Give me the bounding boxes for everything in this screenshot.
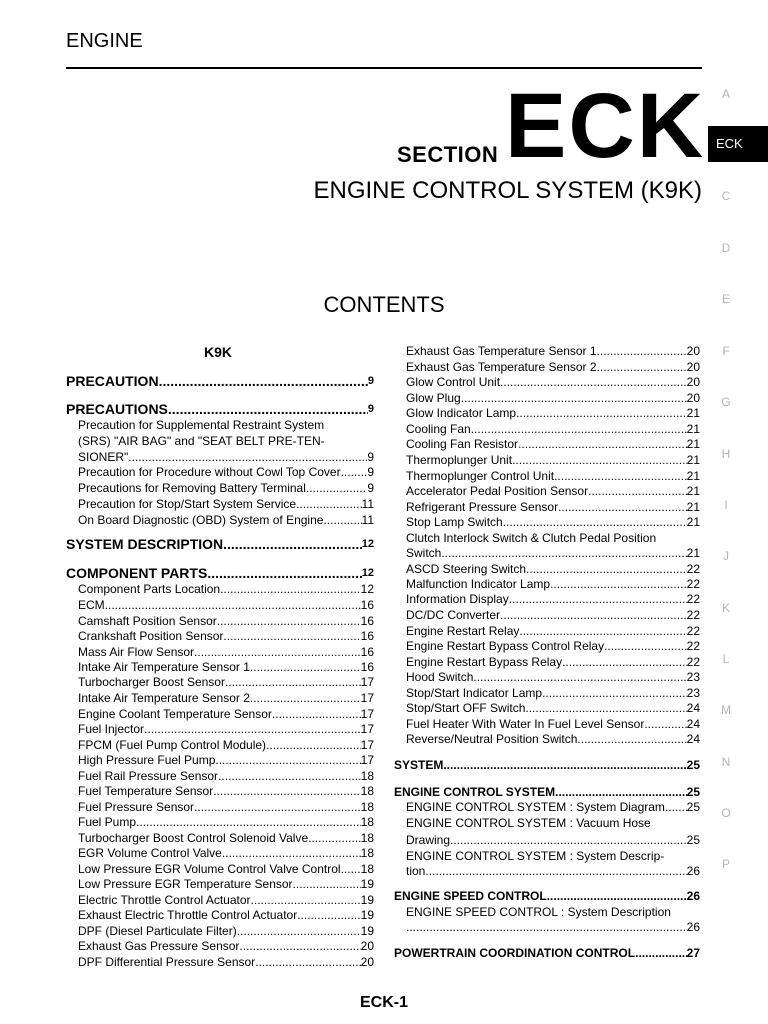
toc-leader-dots bbox=[509, 592, 687, 607]
toc-page-number: 21 bbox=[686, 546, 700, 560]
toc-entry-title: PRECAUTION bbox=[66, 373, 159, 389]
toc-page-number: 21 bbox=[686, 484, 700, 498]
toc-leader-dots bbox=[215, 753, 360, 768]
toc-entry-title: DPF Differential Pressure Sensor bbox=[78, 955, 256, 969]
toc-page-number: 25 bbox=[686, 833, 700, 847]
toc-page-number: 22 bbox=[686, 577, 700, 591]
toc-leader-dots bbox=[519, 624, 686, 639]
toc-entry-title: Fuel Pressure Sensor bbox=[78, 800, 195, 814]
toc-entry-title: SYSTEM DESCRIPTION bbox=[66, 536, 224, 552]
section-tab-a[interactable]: A bbox=[721, 87, 730, 101]
toc-entry-title: SYSTEM bbox=[394, 758, 444, 772]
section-tab-h[interactable]: H bbox=[721, 447, 731, 461]
toc-entry[interactable] bbox=[394, 785, 700, 800]
toc-page-number: 9 bbox=[367, 465, 374, 479]
toc-leader-dots bbox=[223, 537, 362, 552]
toc-leader-dots bbox=[558, 500, 687, 515]
toc-leader-dots bbox=[471, 422, 687, 437]
toc-entry[interactable] bbox=[394, 920, 700, 935]
toc-entry-title: Engine Restart Bypass Control Relay bbox=[406, 639, 605, 653]
section-tab-p[interactable]: P bbox=[721, 857, 730, 871]
toc-entry-title: PRECAUTIONS bbox=[66, 401, 168, 417]
toc-entry[interactable] bbox=[394, 344, 700, 359]
toc-entry-title: Precaution for Procedure without Cowl Top Cover bbox=[78, 465, 341, 479]
toc-entry[interactable] bbox=[394, 833, 700, 848]
toc-entry[interactable] bbox=[66, 582, 374, 597]
toc-entry-title: Thermoplunger Unit bbox=[406, 453, 513, 467]
toc-leader-dots bbox=[237, 924, 361, 939]
toc-entry-title: Low Pressure EGR Temperature Sensor bbox=[78, 877, 293, 891]
toc-entry[interactable] bbox=[66, 450, 374, 465]
section-tab-l[interactable]: L bbox=[722, 652, 730, 666]
toc-page-number: 17 bbox=[360, 753, 374, 767]
toc-page-number: 17 bbox=[360, 691, 374, 705]
toc-leader-dots bbox=[250, 691, 361, 706]
header-rule bbox=[66, 67, 702, 69]
toc-entry-title: Stop/Start Indicator Lamp bbox=[406, 686, 543, 700]
toc-entry-title: Component Parts Location bbox=[78, 582, 221, 596]
toc-entry-title: Engine Restart Bypass Relay bbox=[406, 655, 563, 669]
toc-page-number: 21 bbox=[686, 437, 700, 451]
toc-entry-title: Mass Air Flow Sensor bbox=[78, 645, 195, 659]
toc-entry-title: SIONER" bbox=[78, 450, 129, 464]
toc-page-number: 9 bbox=[367, 375, 374, 387]
toc-page-number: 23 bbox=[686, 670, 700, 684]
toc-leader-dots bbox=[554, 469, 687, 484]
toc-leader-dots bbox=[293, 877, 361, 892]
toc-page-number: 20 bbox=[686, 344, 700, 358]
toc-leader-dots bbox=[220, 582, 361, 597]
toc-leader-dots bbox=[503, 515, 687, 530]
toc-page-number: 16 bbox=[360, 598, 374, 612]
toc-entry-title: Malfunction Indicator Lamp bbox=[406, 577, 551, 591]
toc-page-number: 18 bbox=[360, 800, 374, 814]
toc-entry[interactable] bbox=[66, 800, 374, 815]
toc-entry[interactable] bbox=[394, 758, 700, 773]
toc-page-number: 11 bbox=[361, 513, 374, 527]
section-tab-d[interactable]: D bbox=[721, 241, 731, 255]
toc-page-number: 12 bbox=[361, 567, 374, 579]
toc-page-number: 20 bbox=[360, 939, 374, 953]
toc-entry-title: High Pressure Fuel Pump bbox=[78, 753, 216, 767]
toc-leader-dots bbox=[500, 608, 687, 623]
toc-leader-dots bbox=[644, 717, 686, 732]
toc-entry[interactable] bbox=[66, 537, 374, 552]
toc-entry-title: Intake Air Temperature Sensor 2 bbox=[78, 691, 250, 705]
toc-line: Precaution for Supplemental Restraint System bbox=[78, 418, 325, 432]
toc-entry-title: Glow Control Unit bbox=[406, 375, 501, 389]
toc-page-number: 19 bbox=[360, 924, 374, 938]
toc-leader-dots bbox=[406, 920, 687, 935]
toc-page-number: 22 bbox=[686, 592, 700, 606]
toc-page-number: 16 bbox=[360, 660, 374, 674]
toc-leader-dots bbox=[441, 546, 686, 561]
toc-page-number: 17 bbox=[360, 707, 374, 721]
toc-entry-title: FPCM (Fuel Pump Control Module) bbox=[78, 738, 267, 752]
toc-entry-title: tion bbox=[406, 864, 426, 878]
toc-line: ENGINE CONTROL SYSTEM : System Descrip- bbox=[406, 849, 665, 863]
toc-leader-dots bbox=[525, 701, 686, 716]
toc-page-number: 21 bbox=[686, 469, 700, 483]
toc-entry[interactable] bbox=[394, 453, 700, 468]
toc-entry-title: ECM bbox=[78, 598, 105, 612]
toc-entry-title: EGR Volume Control Valve bbox=[78, 846, 222, 860]
section-code: ECK bbox=[505, 75, 706, 177]
toc-page-number: 26 bbox=[686, 920, 700, 934]
toc-leader-dots bbox=[255, 955, 360, 970]
toc-leader-dots bbox=[450, 833, 687, 848]
toc-page-number: 18 bbox=[360, 769, 374, 783]
toc-entry-title: Stop/Start OFF Switch bbox=[406, 701, 526, 715]
toc-leader-dots bbox=[547, 889, 687, 904]
toc-page-number: 22 bbox=[686, 562, 700, 576]
toc-entry-title: Hood Switch bbox=[406, 670, 474, 684]
toc-leader-dots bbox=[194, 645, 361, 660]
toc-entry-title: Exhaust Gas Temperature Sensor 2 bbox=[406, 360, 597, 374]
toc-page-number: 16 bbox=[360, 629, 374, 643]
toc-page-number: 12 bbox=[361, 538, 374, 550]
toc-entry[interactable] bbox=[66, 769, 374, 784]
toc-leader-dots bbox=[425, 864, 686, 879]
section-tab-e[interactable]: E bbox=[721, 292, 730, 306]
toc-entry-title: Fuel Rail Pressure Sensor bbox=[78, 769, 219, 783]
toc-entry[interactable] bbox=[394, 500, 700, 515]
toc-entry-title: Intake Air Temperature Sensor 1 bbox=[78, 660, 250, 674]
toc-entry[interactable] bbox=[394, 375, 700, 390]
toc-entry[interactable] bbox=[394, 592, 700, 607]
toc-entry-title: Glow Indicator Lamp bbox=[406, 406, 517, 420]
toc-line: (SRS) "AIR BAG" and "SEAT BELT PRE-TEN- bbox=[78, 434, 325, 448]
toc-entry-title: Turbocharger Boost Sensor bbox=[78, 675, 225, 689]
toc-leader-dots bbox=[555, 785, 687, 800]
toc-entry[interactable] bbox=[394, 546, 700, 561]
toc-leader-dots bbox=[588, 484, 687, 499]
toc-page-number: 25 bbox=[686, 785, 700, 799]
toc-entry-title: Drawing bbox=[406, 833, 451, 847]
toc-entry-title: Refrigerant Pressure Sensor bbox=[406, 500, 559, 514]
toc-entry-title: Low Pressure EGR Volume Control Valve Control bbox=[78, 862, 341, 876]
toc-page-number: 20 bbox=[686, 360, 700, 374]
toc-page-number: 26 bbox=[686, 864, 700, 878]
section-tab-m[interactable]: M bbox=[721, 703, 731, 717]
toc-leader-dots bbox=[323, 513, 361, 528]
toc-entry[interactable] bbox=[66, 598, 374, 613]
toc-page-number: 17 bbox=[360, 722, 374, 736]
toc-page-number: 17 bbox=[360, 675, 374, 689]
toc-leader-dots bbox=[562, 655, 687, 670]
toc-entry[interactable] bbox=[66, 513, 374, 528]
toc-entry-title: Engine Restart Relay bbox=[406, 624, 520, 638]
toc-entry[interactable] bbox=[394, 639, 700, 654]
toc-entry[interactable] bbox=[66, 465, 374, 480]
toc-page-number: 23 bbox=[686, 686, 700, 700]
toc-line: ENGINE SPEED CONTROL : System Description bbox=[406, 905, 671, 919]
section-tab-f[interactable]: F bbox=[722, 344, 730, 358]
toc-entry-title: Fuel Injector bbox=[78, 722, 145, 736]
toc-page-number: 9 bbox=[367, 403, 374, 415]
toc-leader-dots bbox=[239, 939, 360, 954]
toc-leader-dots bbox=[518, 437, 687, 452]
toc-leader-dots bbox=[461, 391, 687, 406]
toc-entry[interactable] bbox=[394, 577, 700, 592]
toc-entry[interactable] bbox=[394, 360, 700, 375]
section-tab-eck[interactable]: ECK bbox=[708, 126, 768, 162]
toc-entry-title: COMPONENT PARTS bbox=[66, 565, 208, 581]
toc-line: Clutch Interlock Switch & Clutch Pedal Position bbox=[406, 531, 657, 545]
toc-entry-title: ASCD Steering Switch bbox=[406, 562, 527, 576]
toc-leader-dots bbox=[597, 344, 687, 359]
toc-leader-dots bbox=[308, 831, 361, 846]
toc-page-number: 21 bbox=[686, 422, 700, 436]
toc-leader-dots bbox=[272, 707, 361, 722]
toc-entry[interactable] bbox=[66, 846, 374, 861]
toc-page-number: 18 bbox=[360, 784, 374, 798]
toc-page-number: 20 bbox=[686, 391, 700, 405]
toc-page-number: 24 bbox=[686, 717, 700, 731]
toc-leader-dots bbox=[144, 722, 361, 737]
toc-leader-dots bbox=[500, 375, 687, 390]
toc-page-number: 25 bbox=[686, 800, 700, 814]
toc-entry[interactable] bbox=[394, 437, 700, 452]
toc-entry[interactable] bbox=[66, 707, 374, 722]
toc-entry[interactable] bbox=[66, 566, 374, 581]
toc-entry-title: Fuel Heater With Water In Fuel Level Sensor bbox=[406, 717, 645, 731]
toc-entry-title: Exhaust Electric Throttle Control Actuator bbox=[78, 908, 298, 922]
toc-page-number: 22 bbox=[686, 624, 700, 638]
toc-entry-title: Precautions for Removing Battery Terminal bbox=[78, 481, 306, 495]
toc-entry-title: ENGINE SPEED CONTROL bbox=[394, 889, 547, 903]
toc-leader-dots bbox=[251, 893, 361, 908]
toc-leader-dots bbox=[635, 946, 687, 961]
toc-entry-title: Camshaft Position Sensor bbox=[78, 614, 217, 628]
toc-entry-title: Exhaust Gas Pressure Sensor bbox=[78, 939, 240, 953]
toc-page-number: 24 bbox=[686, 701, 700, 715]
toc-leader-dots bbox=[665, 800, 687, 815]
chapter-header: ENGINE bbox=[66, 30, 143, 52]
section-tab-i[interactable]: I bbox=[724, 498, 728, 512]
toc-page-number: 21 bbox=[686, 515, 700, 529]
toc-entry[interactable] bbox=[66, 955, 374, 970]
section-index-tabs bbox=[706, 0, 768, 890]
toc-entry[interactable] bbox=[394, 422, 700, 437]
toc-leader-dots bbox=[105, 598, 361, 613]
toc-leader-dots bbox=[168, 402, 368, 417]
toc-entry-title: Precaution for Stop/Start System Service bbox=[78, 497, 297, 511]
toc-entry-title: Turbocharger Boost Control Solenoid Valve bbox=[78, 831, 309, 845]
toc-entry[interactable] bbox=[394, 717, 700, 732]
toc-leader-dots bbox=[159, 374, 368, 389]
toc-entry[interactable] bbox=[66, 645, 374, 660]
toc-page-number: 9 bbox=[367, 450, 374, 464]
toc-leader-dots bbox=[213, 784, 360, 799]
toc-entry-title: Thermoplunger Control Unit bbox=[406, 469, 555, 483]
toc-page-number: 16 bbox=[360, 645, 374, 659]
toc-entry[interactable] bbox=[66, 691, 374, 706]
toc-entry-title: POWERTRAIN COORDINATION CONTROL bbox=[394, 946, 636, 960]
toc-entry-title: Accelerator Pedal Position Sensor bbox=[406, 484, 589, 498]
toc-entry-title: ENGINE CONTROL SYSTEM : System Diagram bbox=[406, 800, 665, 814]
toc-page-number: 22 bbox=[686, 639, 700, 653]
toc-page-number: 21 bbox=[686, 406, 700, 420]
toc-page-number: 20 bbox=[360, 955, 374, 969]
toc-leader-dots bbox=[136, 815, 361, 830]
toc-entry[interactable] bbox=[66, 815, 374, 830]
toc-page-number: 22 bbox=[686, 655, 700, 669]
toc-entry[interactable] bbox=[66, 660, 374, 675]
toc-entry[interactable] bbox=[66, 722, 374, 737]
toc-page-number: 9 bbox=[367, 481, 374, 495]
toc-leader-dots bbox=[222, 846, 361, 861]
toc-page-number: 18 bbox=[360, 831, 374, 845]
toc-leader-dots bbox=[473, 670, 686, 685]
toc-entry-title: DPF (Diesel Particulate Filter) bbox=[78, 924, 237, 938]
toc-entry-title: Electric Throttle Control Actuator bbox=[78, 893, 251, 907]
toc-entry[interactable] bbox=[394, 701, 700, 716]
toc-entry[interactable] bbox=[66, 862, 374, 877]
toc-entry[interactable] bbox=[66, 374, 374, 389]
toc-leader-dots bbox=[250, 660, 361, 675]
toc-page-number: 19 bbox=[360, 877, 374, 891]
toc-line: ENGINE CONTROL SYSTEM : Vacuum Hose bbox=[406, 816, 651, 830]
toc-entry[interactable] bbox=[66, 784, 374, 799]
toc-entry-title: Reverse/Neutral Position Switch bbox=[406, 732, 578, 746]
toc-entry[interactable] bbox=[66, 614, 374, 629]
toc-leader-dots bbox=[341, 862, 361, 877]
toc-entry[interactable] bbox=[394, 391, 700, 406]
toc-leader-dots bbox=[296, 497, 361, 512]
toc-entry[interactable] bbox=[394, 624, 700, 639]
toc-leader-dots bbox=[128, 450, 367, 465]
toc-page-number: 22 bbox=[686, 608, 700, 622]
toc-leader-dots bbox=[577, 732, 686, 747]
toc-entry[interactable] bbox=[394, 800, 700, 815]
toc-entry[interactable] bbox=[66, 877, 374, 892]
toc-entry[interactable] bbox=[66, 629, 374, 644]
toc-entry[interactable] bbox=[394, 469, 700, 484]
contents-heading: CONTENTS bbox=[323, 292, 445, 317]
toc-entry-title: Glow Plug bbox=[406, 391, 461, 405]
section-tab-c[interactable]: C bbox=[721, 189, 731, 203]
toc-entry-title: Engine Coolant Temperature Sensor bbox=[78, 707, 272, 721]
toc-entry[interactable] bbox=[394, 515, 700, 530]
toc-page-number: 26 bbox=[686, 889, 700, 903]
toc-entry[interactable] bbox=[394, 406, 700, 421]
toc-entry[interactable] bbox=[66, 497, 374, 512]
toc-entry[interactable] bbox=[66, 924, 374, 939]
toc-page-number: 27 bbox=[686, 946, 700, 960]
toc-leader-dots bbox=[297, 908, 360, 923]
toc-entry[interactable] bbox=[66, 753, 374, 768]
toc-entry[interactable] bbox=[66, 402, 374, 417]
section-tab-n[interactable]: N bbox=[721, 755, 731, 769]
toc-leader-dots bbox=[225, 675, 361, 690]
section-tab-j[interactable]: J bbox=[723, 549, 729, 563]
toc-leader-dots bbox=[207, 566, 361, 581]
toc-entry[interactable] bbox=[394, 562, 700, 577]
toc-leader-dots bbox=[526, 562, 687, 577]
toc-entry[interactable] bbox=[66, 939, 374, 954]
toc-entry[interactable] bbox=[394, 864, 700, 879]
toc-entry-title: On Board Diagnostic (OBD) System of Engine bbox=[78, 513, 324, 527]
model-heading: K9K bbox=[204, 344, 233, 360]
toc-page-number: 17 bbox=[360, 738, 374, 752]
page-footer: ECK-1 bbox=[359, 994, 408, 1011]
toc-entry[interactable] bbox=[66, 481, 374, 496]
toc-page-number: 20 bbox=[686, 375, 700, 389]
toc-entry-title: Stop Lamp Switch bbox=[406, 515, 503, 529]
section-tab-g[interactable]: G bbox=[721, 395, 731, 409]
section-tab-o[interactable]: O bbox=[721, 806, 731, 820]
toc-entry-title: DC/DC Converter bbox=[406, 608, 501, 622]
toc-page-number: 18 bbox=[360, 846, 374, 860]
toc-page-number: 21 bbox=[686, 453, 700, 467]
toc-page-number: 18 bbox=[360, 815, 374, 829]
toc-page-number: 19 bbox=[360, 893, 374, 907]
toc-leader-dots bbox=[512, 453, 687, 468]
toc-entry-title: Exhaust Gas Temperature Sensor 1 bbox=[406, 344, 597, 358]
toc-page-number: 19 bbox=[360, 908, 374, 922]
toc-page-number: 25 bbox=[686, 758, 700, 772]
toc-leader-dots bbox=[443, 758, 686, 773]
toc-leader-dots bbox=[542, 686, 687, 701]
toc-entry[interactable] bbox=[66, 738, 374, 753]
toc-page-number: 24 bbox=[686, 732, 700, 746]
toc-leader-dots bbox=[266, 738, 361, 753]
toc-entry[interactable] bbox=[66, 675, 374, 690]
toc-leader-dots bbox=[604, 639, 687, 654]
toc-entry[interactable] bbox=[394, 686, 700, 701]
toc-entry[interactable] bbox=[66, 831, 374, 846]
toc-entry[interactable] bbox=[394, 732, 700, 747]
toc-entry-title: Fuel Pump bbox=[78, 815, 137, 829]
section-tab-k[interactable]: K bbox=[721, 601, 730, 615]
toc-page-number: 21 bbox=[686, 500, 700, 514]
toc-leader-dots bbox=[516, 406, 687, 421]
toc-leader-dots bbox=[597, 360, 687, 375]
toc-entry[interactable] bbox=[394, 670, 700, 685]
toc-entry[interactable] bbox=[394, 608, 700, 623]
toc-entry-title: Cooling Fan Resistor bbox=[406, 437, 519, 451]
toc-leader-dots bbox=[341, 465, 368, 480]
toc-page-number: 18 bbox=[360, 862, 374, 876]
toc-entry-title: Information Display bbox=[406, 592, 509, 606]
toc-leader-dots bbox=[217, 614, 361, 629]
toc-page-number: 12 bbox=[360, 582, 374, 596]
toc-entry[interactable] bbox=[66, 908, 374, 923]
toc-entry[interactable] bbox=[394, 655, 700, 670]
toc-entry[interactable] bbox=[394, 484, 700, 499]
toc-leader-dots bbox=[306, 481, 367, 496]
toc-entry-title: Cooling Fan bbox=[406, 422, 471, 436]
toc-entry-title: ENGINE CONTROL SYSTEM bbox=[394, 785, 556, 799]
toc-entry-title: Crankshaft Position Sensor bbox=[78, 629, 224, 643]
toc-entry[interactable] bbox=[394, 889, 700, 904]
toc-leader-dots bbox=[218, 769, 361, 784]
section-subtitle: ENGINE CONTROL SYSTEM (K9K) bbox=[313, 177, 702, 204]
toc-page-number: 11 bbox=[361, 497, 374, 511]
toc-entry-title: Switch bbox=[406, 546, 442, 560]
toc-entry[interactable] bbox=[394, 946, 700, 961]
toc-entry-title: Fuel Temperature Sensor bbox=[78, 784, 214, 798]
toc-entry[interactable] bbox=[66, 893, 374, 908]
toc-leader-dots bbox=[223, 629, 360, 644]
toc-leader-dots bbox=[194, 800, 361, 815]
toc-page-number: 16 bbox=[360, 614, 374, 628]
toc-leader-dots bbox=[550, 577, 687, 592]
section-label: SECTION bbox=[397, 142, 499, 167]
